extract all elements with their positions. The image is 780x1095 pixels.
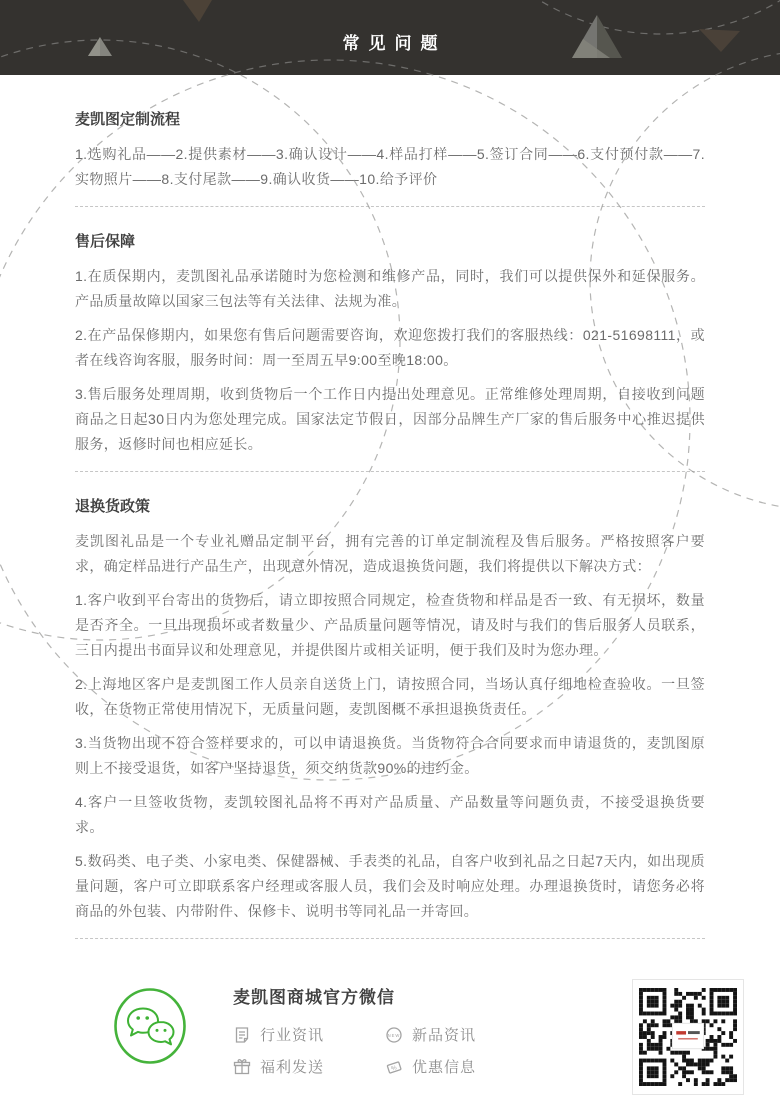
dashed-divider [75,938,705,939]
section-custom-process [75,75,705,192]
paragraph: 3.售后服务处理周期，收到货物后一个工作日内提出处理意见。正常维修处理周期，自接收到问题商品之日起30日内为您处理完成。国家法定节假日，因部分品牌生产厂家的售后服务中心推迟提供服务，返修时间也相应延长。 [75,386,705,452]
page-header-banner [0,0,780,75]
paragraph: 4.客户一旦签收货物，麦凯较图礼品将不再对产品质量、产品数量等问题负责，不接受退换货要求。 [75,794,705,835]
paragraph: 3.当货物出现不符合签样要求的，可以申请退换货。当货物符合合同要求而申请退货的，麦凯图原则上不接受退货，如客户坚持退货，须交纳货款90%的违约金。 [75,735,705,776]
paragraph: 1.在质保期内，麦凯图礼品承诺随时为您检测和维修产品，同时，我们可以提供保外和延保服务。产品质量故障以国家三包法等有关法律、法规为准。 [75,268,705,309]
gift-icon [233,1058,251,1076]
paragraph: 1.选购礼品——2.提供素材——3.确认设计——4.样品打样——5.签订合同——6.支付预付款——7.实物照片——8.支付尾款——9.确认收货——10.给予评价 [75,146,705,187]
qr-code-card [632,979,744,1095]
feature-grid [233,1024,537,1077]
feature-label: 行业资讯 [260,1027,325,1044]
coupon-icon [385,1058,403,1076]
paragraph: 5.数码类、电子类、小家电类、保健器械、手表类的礼品，自客户收到礼品之日起7天内，如出现质量问题，客户可立即联系客户经理或客服人员，我们会及时响应处理。办理退换货时，请您务必将商品的外包装、内带附件、保修卡、说明书等同礼品一并寄回。 [75,853,705,919]
feature-label: 优惠信息 [412,1059,477,1076]
wechat-footer [0,965,780,1095]
section-return-policy [75,498,705,924]
new-badge-icon [385,1026,403,1044]
dashed-divider [75,471,705,472]
feature-industry-news [233,1024,385,1045]
qr-code [639,986,737,1088]
svg-text:NEW: NEW [387,1032,401,1038]
section-title: 退换货政策 [75,498,151,515]
faq-content [0,75,780,939]
svg-text:%: % [390,1064,399,1073]
wechat-icon [113,987,187,1065]
feature-label: 新品资讯 [412,1027,477,1044]
feature-benefits [233,1056,385,1077]
paragraph: 2.上海地区客户是麦凯图工作人员亲自送货上门，请按照合同，当场认真仔细地检查验收。一旦签收，在货物正常使用情况下，无质量问题，麦凯图概不承担退换货责任。 [75,676,705,717]
news-doc-icon [233,1026,251,1044]
footer-title: 麦凯图商城官方微信 [233,988,395,1007]
paragraph: 麦凯图礼品是一个专业礼赠品定制平台，拥有完善的订单定制流程及售后服务。严格按照客户要求，确定样品进行产品生产，出现意外情况，造成退换货问题，我们将提供以下解决方式： [75,533,705,574]
section-title: 麦凯图定制流程 [75,111,181,128]
section-after-sales [75,233,705,457]
paragraph: 2.在产品保修期内，如果您有售后问题需要咨询，欢迎您拨打我们的客服热线：021-51698111，或者在线咨询客服，服务时间：周一至周五早9:00至晚18:00。 [75,327,705,368]
feature-discount-info [385,1056,537,1077]
feature-new-products [385,1024,537,1045]
paragraph: 1.客户收到平台寄出的货物后，请立即按照合同规定，检查货物和样品是否一致、有无损坏，数量是否齐全。一旦出现损坏或者数量少、产品质量问题等情况，请及时与我们的售后服务人员联系，三日内提出书面异议和处理意见，并提供图片或相关证明，便于我们及时为您办理。 [75,592,705,658]
dashed-divider [75,206,705,207]
page-title: 常见问题 [342,34,447,53]
footer-info [233,979,537,1077]
section-title: 售后保障 [75,233,136,250]
feature-label: 福利发送 [260,1059,325,1076]
